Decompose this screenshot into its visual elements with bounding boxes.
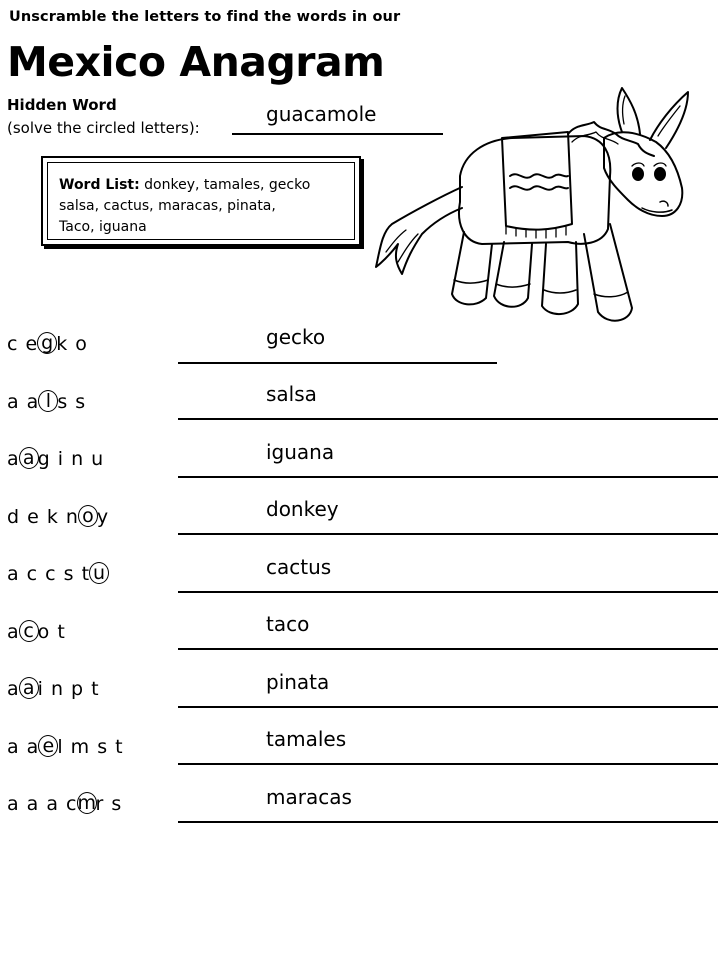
scramble-letters-after: i n p t	[37, 678, 100, 700]
word-list-inner	[47, 162, 355, 240]
answer-text-5[interactable]: cactus	[266, 555, 332, 579]
circled-letter: o	[78, 505, 98, 527]
instructions-text: Unscramble the letters to find the words in our	[9, 9, 401, 25]
scramble-row-2	[7, 391, 86, 413]
answer-line-8	[178, 763, 718, 765]
scramble-letters-after: o t	[37, 621, 66, 643]
word-list-box	[41, 156, 361, 246]
answer-text-7[interactable]: pinata	[266, 670, 330, 694]
word-list-line-2: salsa, cactus, maracas, pinata,	[59, 198, 276, 214]
circled-letter: l	[38, 390, 58, 412]
scramble-letters-after: g i n u	[37, 448, 105, 470]
scramble-letters-before: a a a c	[7, 793, 78, 815]
circled-letter: c	[19, 620, 39, 642]
scramble-row-6	[7, 621, 66, 643]
circled-letter: e	[38, 735, 58, 757]
word-list-label: Word List:	[59, 177, 140, 193]
answer-text-3[interactable]: iguana	[266, 440, 335, 464]
scramble-row-8	[7, 736, 124, 758]
answer-text-4[interactable]: donkey	[266, 497, 339, 521]
scramble-letters-after: s s	[57, 391, 87, 413]
answer-line-5	[178, 591, 718, 593]
scramble-row-1	[7, 333, 88, 355]
scramble-row-5	[7, 563, 108, 585]
scramble-letters-after: k o	[56, 333, 88, 355]
answer-line-6	[178, 648, 718, 650]
scramble-row-9	[7, 793, 122, 815]
scramble-row-7	[7, 678, 100, 700]
scramble-letters-before: a	[7, 448, 20, 470]
scramble-letters-before: a a	[7, 736, 40, 758]
answer-line-1	[178, 362, 497, 364]
answer-text-1[interactable]: gecko	[266, 325, 326, 349]
hidden-word-label: Hidden Word	[7, 96, 117, 114]
word-list-line-1	[59, 175, 346, 196]
scramble-letters-before: a c c s t	[7, 563, 91, 585]
answer-text-8[interactable]: tamales	[266, 727, 347, 751]
answer-text-9[interactable]: maracas	[266, 785, 352, 809]
hidden-word-answer[interactable]: guacamole	[266, 102, 377, 126]
scramble-letters-after: l m s t	[57, 736, 124, 758]
scramble-row-4	[7, 506, 109, 528]
scramble-letters-before: a a	[7, 391, 40, 413]
donkey-pinata-illustration	[372, 84, 694, 329]
page-title: Mexico Anagram	[7, 38, 385, 86]
circled-letter: u	[89, 562, 109, 584]
answer-text-6[interactable]: taco	[266, 612, 310, 636]
circled-letter: m	[77, 791, 97, 814]
circled-letter: g	[37, 332, 57, 354]
scramble-letters-after: r s	[95, 793, 123, 815]
scramble-row-3	[7, 448, 104, 470]
circled-letter: a	[19, 447, 39, 469]
scramble-letters-after: y	[96, 506, 110, 528]
answer-line-9	[178, 821, 718, 823]
scramble-letters-before: c e	[7, 333, 39, 355]
hidden-word-instructions: (solve the circled letters):	[7, 119, 200, 137]
scramble-letters-before: a	[7, 621, 20, 643]
answer-text-2[interactable]: salsa	[266, 382, 317, 406]
answer-line-7	[178, 706, 718, 708]
answer-line-4	[178, 533, 718, 535]
answer-line-2	[178, 418, 718, 420]
scramble-letters-before: a	[7, 678, 20, 700]
circled-letter: a	[19, 677, 39, 699]
word-list-line-3: Taco, iguana	[59, 219, 147, 235]
answer-line-3	[178, 476, 718, 478]
scramble-letters-before: d e k n	[7, 506, 79, 528]
word-list-text-1: donkey, tamales, gecko	[144, 177, 311, 193]
